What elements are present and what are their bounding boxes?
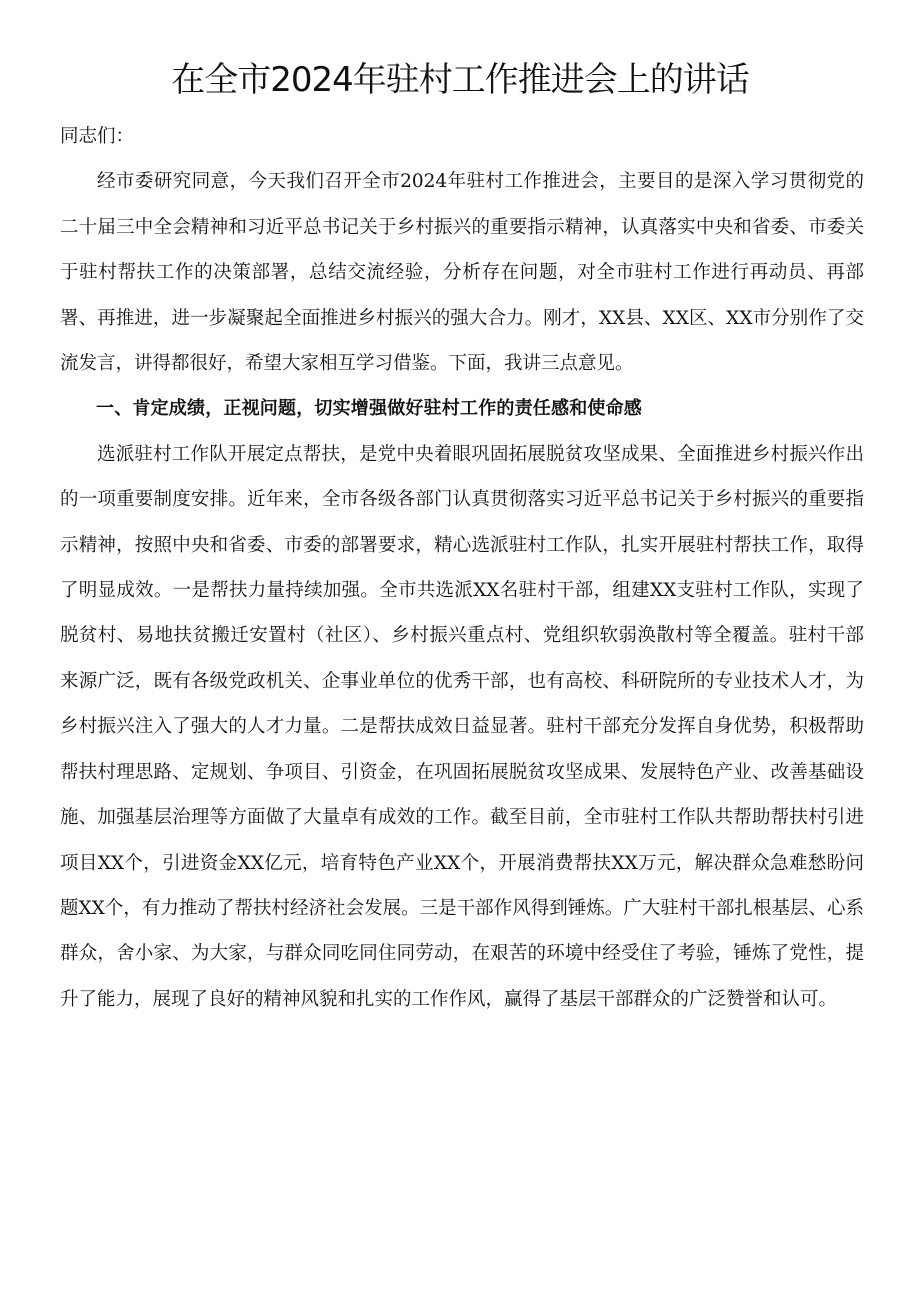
section-heading-1: 一、肯定成绩，正视问题，切实增强做好驻村工作的责任感和使命感 xyxy=(96,398,642,420)
document-body xyxy=(60,114,864,1022)
greeting: 同志们： xyxy=(60,126,135,147)
opening-paragraph: 经市委研究同意，今天我们召开全市2024年驻村工作推进会，主要目的是深入学习贯彻党的二十届三中全会精神和习近平总书记关于乡村振兴的重要指示精神，认真落实中央和省委、市委关于驻村帮扶工作的决策部署，总结交流经验，分析存在问题，对全市驻村工作进行再动员、再部署、再推进，进一步凝聚起全面推进乡村振兴的强大合力。刚才，XX县、XX区、XX市分别作了交流发言，讲得都很好，希望大家相互学习借鉴。下面，我讲三点意见。 xyxy=(60,171,864,375)
section-1-paragraph: 选派驻村工作队开展定点帮扶，是党中央着眼巩固拓展脱贫攻坚成果、全面推进乡村振兴作出的一项重要制度安排。近年来，全市各级各部门认真贯彻落实习近平总书记关于乡村振兴的重要指示精神，按照中央和省委、市委的部署要求，精心选派驻村工作队，扎实开展驻村帮扶工作，取得了明显成效。一是帮扶力量持续加强。全市共选派XX名驻村干部，组建XX支驻村工作队，实现了脱贫村、易地扶贫搬迁安置村（社区）、乡村振兴重点村、党组织软弱涣散村等全覆盖。驻村干部来源广泛，既有各级党政机关、企事业单位的优秀干部，也有高校、科研院所的专业技术人才，为乡村振兴注入了强大的人才力量。二是帮扶成效日益显著。驻村干部充分发挥自身优势，积极帮助帮扶村理思路、定规划、争项目、引资金，在巩固拓展脱贫攻坚成果、发展特色产业、改善基础设施、加强基层治理等方面做了大量卓有成效的工作。截至目前，全市驻村工作队共帮助帮扶村引进项目XX个，引进资金XX亿元，培育特色产业XX个，开展消费帮扶XX万元，解决群众急难愁盼问题XX个，有力推动了帮扶村经济社会发展。三是干部作风得到锤炼。广大驻村干部扎根基层、心系群众，舍小家、为大家，与群众同吃同住同劳动，在艰苦的环境中经受住了考验，锤炼了党性，提升了能力，展现了良好的精神风貌和扎实的工作作风，赢得了基层干部群众的广泛赞誉和认可。 xyxy=(60,443,864,1010)
document-title: 在全市2024年驻村工作推进会上的讲话 xyxy=(171,60,749,100)
